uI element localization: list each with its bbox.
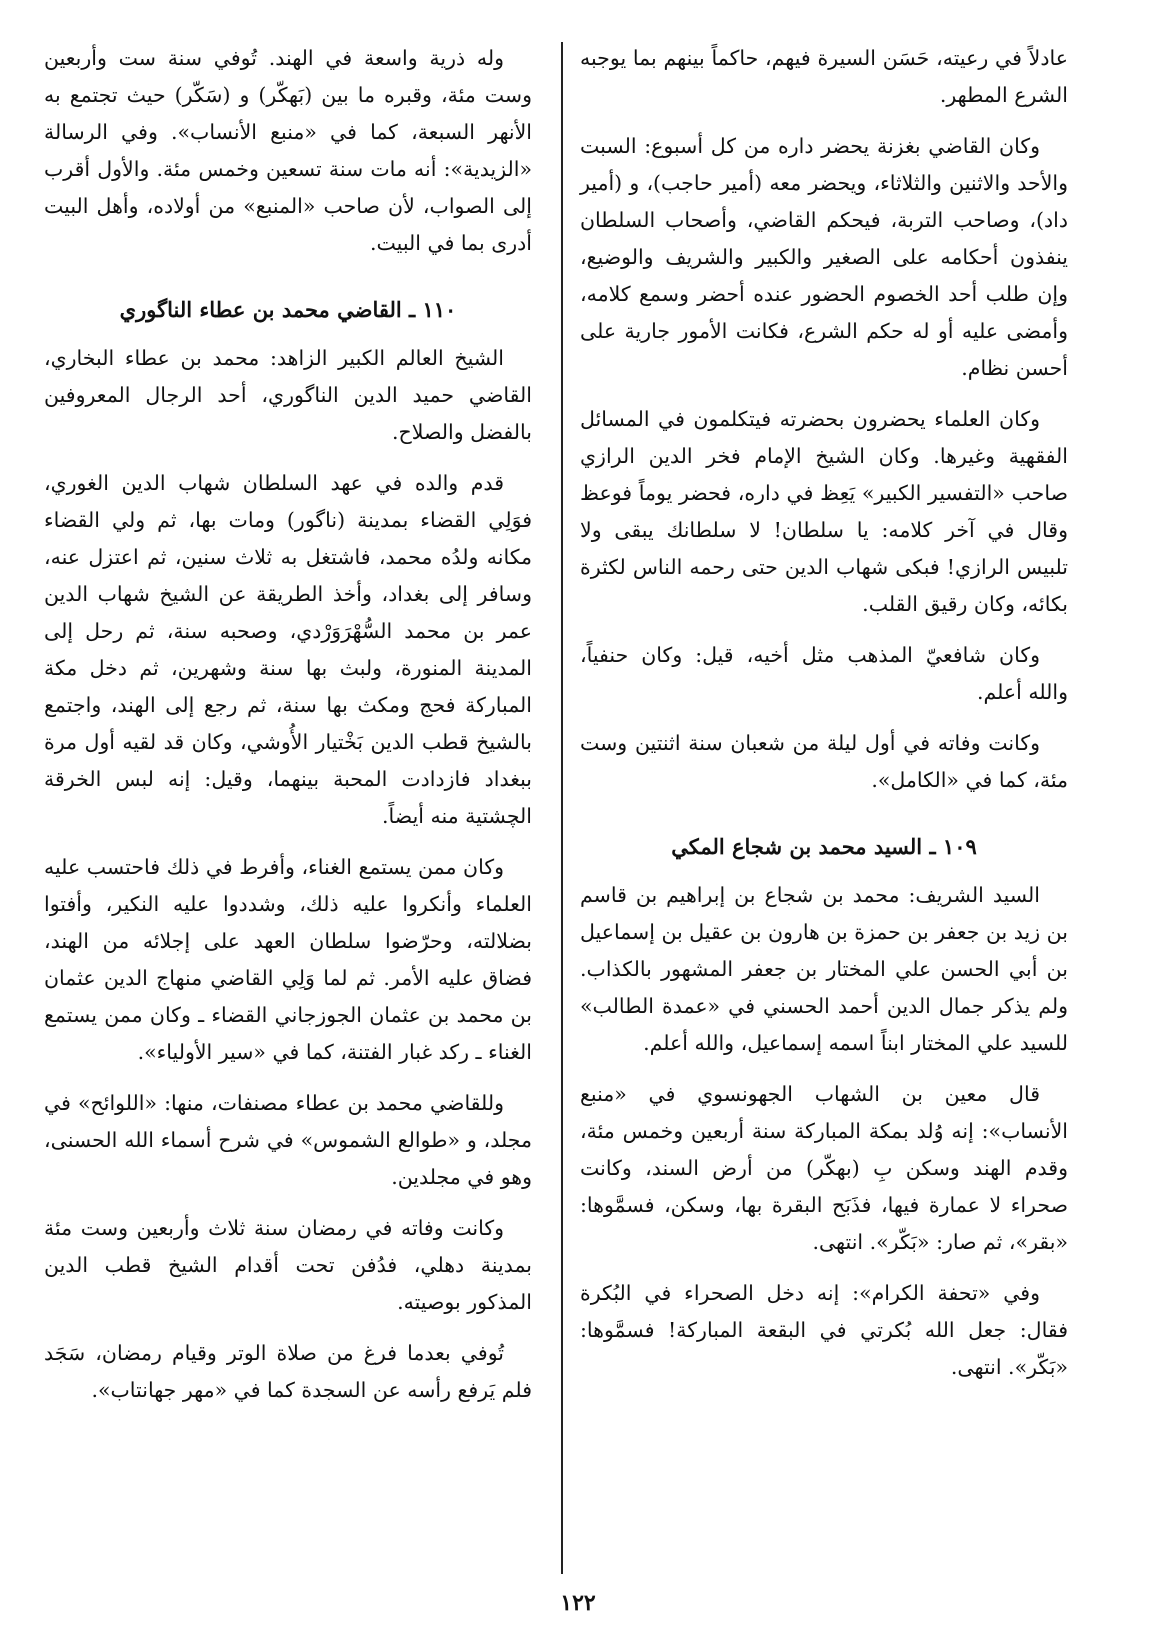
column-divider <box>561 42 563 1574</box>
left-column <box>44 40 532 1423</box>
paragraph: وكانت وفاته في أول ليلة من شعبان سنة اثنتين وست مئة، كما في «الكامل». <box>580 731 1068 792</box>
right-column <box>580 40 1068 1400</box>
page-number: ١٢٢ <box>560 1590 596 1616</box>
paragraph: وكان العلماء يحضرون بحضرته فيتكلمون في المسائل الفقهية وغيرها. وكان الشيخ الإمام فخر الدين الرازي صاحب «التفسير الكبير» يَعِظ في داره، فحضر يوماً فوعظ وقال في آخر كلامه: يا سلطان! لا سلطانك يبقى ولا تلبيس الرازي! فبكى شهاب الدين حتى رحمه الناس لكثرة بكائه، وكان رقيق القلب. <box>580 407 1068 616</box>
paragraph: الشيخ العالم الكبير الزاهد: محمد بن عطاء البخاري، القاضي حميد الدين الناگوري، أحد الرجال المعروفين بالفضل والصلاح. <box>44 346 532 444</box>
paragraph: تُوفي بعدما فرغ من صلاة الوتر وقيام رمضان، سَجَد فلم يَرفع رأسه عن السجدة كما في «مهر جهانتاب». <box>44 1341 532 1402</box>
paragraph: وكانت وفاته في رمضان سنة ثلاث وأربعين وست مئة بمدينة دهلي، فدُفن تحت أقدام الشيخ قطب الدين المذكور بوصيته. <box>44 1216 532 1314</box>
paragraph: السيد الشريف: محمد بن شجاع بن إبراهيم بن قاسم بن زيد بن جعفر بن حمزة بن هارون بن عقيل بن إسماعيل بن أبي الحسن علي المختار بن جعفر المشهور بالكذاب. ولم يذكر جمال الدين أحمد الحسني في «عمدة الطالب» للسيد علي المختار ابناً اسمه إسماعيل، والله أعلم. <box>580 883 1068 1055</box>
paragraph: قال معين بن الشهاب الجهونسوي في «منبع الأنساب»: إنه وُلد بمكة المباركة سنة أربعين وخمس مئة، وقدم الهند وسكن بِ (بهكّر) من أرض السند، وكانت صحراء لا عمارة فيها، فذَبَح البقرة بها، وسكن، فسمَّوها: «بقر»، ثم صار: «بَكّر». انتهى. <box>580 1082 1068 1254</box>
paragraph: عادلاً في رعيته، حَسَن السيرة فيهم، حاكماً بينهم بما يوجبه الشرع المطهر. <box>580 46 1068 107</box>
entry-heading: ١١٠ ـ القاضي محمد بن عطاء الناگوري <box>119 297 457 322</box>
entry-heading: ١٠٩ ـ السيد محمد بن شجاع المكي <box>671 834 977 859</box>
paragraph: وكان ممن يستمع الغناء، وأفرط في ذلك فاحتسب عليه العلماء وأنكروا عليه ذلك، وشددوا عليه النكير، وأفتوا بضلالته، وحرّضوا سلطان العهد على إجلائه من الهند، فضاق عليه الأمر. ثم لما وَلِي القاضي منهاج الدين عثمان بن محمد بن عثمان الجوزجاني القضاء ـ وكان ممن يستمع الغناء ـ ركد غبار الفتنة، كما في «سير الأولياء». <box>44 855 532 1064</box>
paragraph: وفي «تحفة الكرام»: إنه دخل الصحراء في البُكرة فقال: جعل الله بُكرتي في البقعة المباركة! فسمَّوها: «بَكّر». انتهى. <box>580 1281 1068 1379</box>
paragraph: وكان شافعيّ المذهب مثل أخيه، قيل: وكان حنفياً، والله أعلم. <box>580 643 1068 704</box>
paragraph: وله ذرية واسعة في الهند. تُوفي سنة ست وأربعين وست مئة، وقبره ما بين (بَهكّر) و (سَكّر) حيث تجتمع به الأنهر السبعة، كما في «منبع الأنساب». وفي الرسالة «الزيدية»: أنه مات سنة تسعين وخمس مئة. والأول أقرب إلى الصواب، لأن صاحب «المنبع» من أولاده، وأهل البيت أدرى بما في البيت. <box>44 46 532 255</box>
paragraph: قدم والده في عهد السلطان شهاب الدين الغوري، فوَلِي القضاء بمدينة (ناگور) ومات بها، ثم ولي القضاء مكانه ولدُه محمد، فاشتغل به ثلاث سنين، ثم اعتزل عنه، وسافر إلى بغداد، وأخذ الطريقة عن الشيخ شهاب الدين عمر بن محمد السُّهْرَوَرْدي، وصحبه سنة، ثم رحل إلى المدينة المنورة، ولبث بها سنة وشهرين، ثم دخل مكة المباركة فحج ومكث بها سنة، ثم رجع إلى الهند، واجتمع بالشيخ قطب الدين بَخْتيار الأُوشي، وكان قد لقيه أول مرة ببغداد فازدادت المحبة بينهما، وقيل: إنه لبس الخرقة الچشتية منه أيضاً. <box>44 471 532 828</box>
paragraph: وللقاضي محمد بن عطاء مصنفات، منها: «اللوائح» في مجلد، و «طوالع الشموس» في شرح أسماء الله الحسنى، وهو في مجلدين. <box>44 1091 532 1189</box>
paragraph: وكان القاضي بغزنة يحضر داره من كل أسبوع: السبت والأحد والاثنين والثلاثاء، ويحضر معه (أمير حاجب)، و (أمير داد)، وصاحب التربة، فيحكم القاضي، وأصحاب السلطان ينفذون أحكامه على الصغير والكبير والشريف والوضيع، وإن طلب أحد الخصوم الحضور عنده أحضر وسمع كلامه، وأمضى عليه أو له حكم الشرع، فكانت الأمور جارية على أحسن نظام. <box>580 134 1068 380</box>
